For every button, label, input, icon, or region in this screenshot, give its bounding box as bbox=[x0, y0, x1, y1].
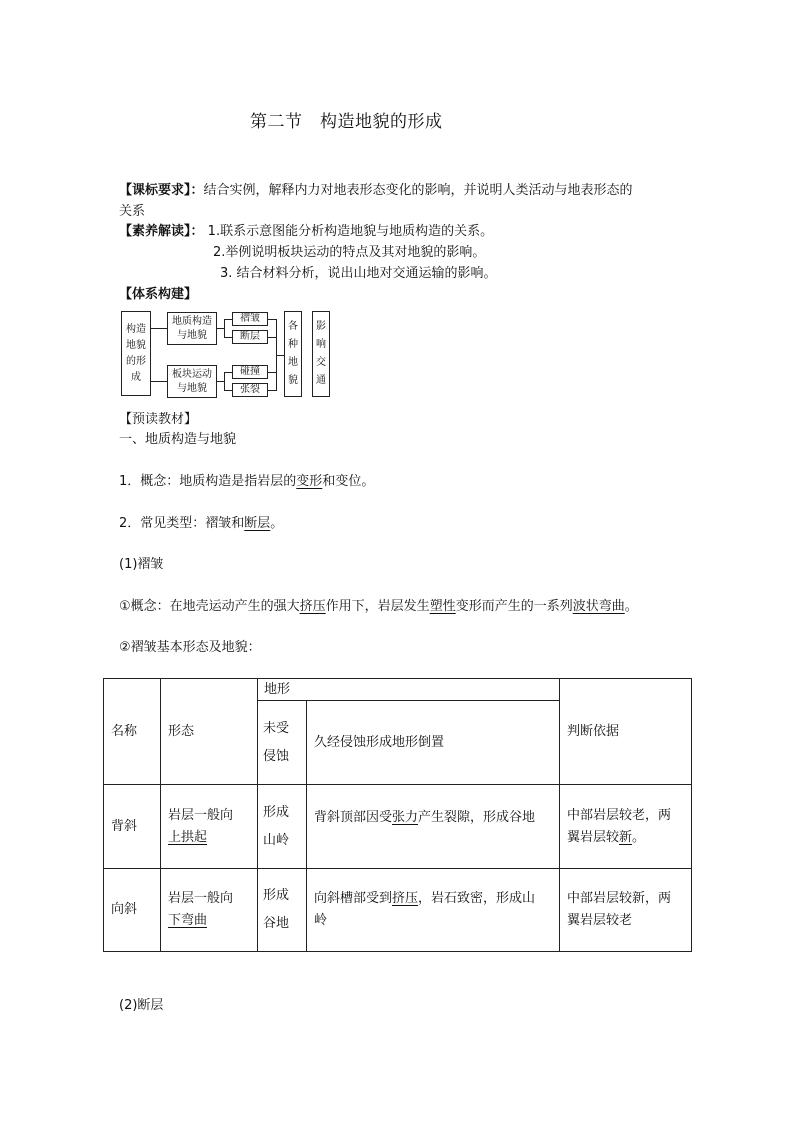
row2-basis-b: 翼岩层较老 bbox=[567, 913, 633, 928]
types-end: 。 bbox=[270, 516, 284, 531]
diagram-traffic-l4: 通 bbox=[316, 375, 326, 386]
fold-table bbox=[103, 678, 692, 952]
row2-basis bbox=[560, 869, 692, 952]
yudu-tag: 【预读教材】 bbox=[119, 412, 198, 427]
row2-form bbox=[161, 869, 258, 952]
row1-erod-u: 张力 bbox=[392, 809, 419, 825]
row2-unerod bbox=[258, 869, 307, 952]
diagram-plate-l2: 与地貌 bbox=[177, 382, 207, 394]
row1-erod-pre: 背斜顶部因受 bbox=[314, 809, 393, 825]
fault-heading: (2)断层 bbox=[119, 998, 164, 1013]
row2-basis-a: 中部岩层较新，两 bbox=[567, 891, 672, 906]
row2-unerod-l1: 形成 bbox=[263, 888, 290, 903]
fold-heading: (1)褶皱 bbox=[119, 557, 164, 572]
row2-erod bbox=[307, 869, 560, 952]
diagram-root-l1: 构造 bbox=[126, 323, 146, 335]
types-line bbox=[119, 514, 283, 534]
row1-basis-b-end: 。 bbox=[632, 829, 646, 845]
row1-form-a: 岩层一般向 bbox=[168, 807, 234, 823]
fold-concept-u2: 塑性 bbox=[429, 599, 456, 614]
section1-heading: 一、地质构造与地貌 bbox=[119, 432, 237, 447]
table-row bbox=[104, 785, 692, 869]
types-u1: 断层 bbox=[244, 516, 271, 531]
diagram-geology-l2: 与地貌 bbox=[177, 329, 207, 341]
row1-basis-b-u: 新 bbox=[619, 829, 633, 845]
diagram-root-box bbox=[121, 311, 151, 396]
row1-unerod-l2: 山岭 bbox=[263, 832, 290, 848]
row1-unerod bbox=[258, 785, 307, 869]
suyang-tag: 【素养解读】 bbox=[119, 224, 191, 239]
concept-mid: 和 bbox=[322, 474, 336, 489]
row2-erod-post2: 岭 bbox=[314, 913, 328, 928]
row1-erod-post: 产生裂隙，形成谷地 bbox=[418, 809, 536, 825]
suyang-item3: 3. 结合材料分析，说出山地对交通运输的影响。 bbox=[220, 266, 497, 281]
row1-name: 背斜 bbox=[104, 785, 161, 869]
th-uneroded bbox=[258, 701, 307, 785]
row1-basis bbox=[560, 785, 692, 869]
row2-erod-pre: 向斜槽部受到 bbox=[314, 891, 393, 906]
row2-erod-u: 挤压 bbox=[392, 891, 419, 906]
th-landform: 地形 bbox=[258, 679, 560, 701]
row1-basis-a: 中部岩层较老，两 bbox=[567, 807, 672, 823]
concept-u1: 变形 bbox=[296, 474, 323, 489]
diagram-traffic-l2: 响 bbox=[316, 339, 326, 350]
suyang-item1: 1.联系示意图能分析构造地貌与地质构造的关系。 bbox=[207, 224, 494, 239]
types-pre: 2．常见类型：褶皱和 bbox=[119, 516, 245, 531]
fold-concept-u1: 挤压 bbox=[299, 599, 326, 614]
row2-form-b: 下弯曲 bbox=[168, 913, 208, 928]
diagram-fold-box: 褶皱 bbox=[232, 312, 268, 326]
table-row bbox=[104, 869, 692, 952]
diagram-fault-box: 断层 bbox=[232, 330, 268, 344]
diagram-root-l4: 成 bbox=[131, 371, 141, 383]
row2-erod-post: ，岩石致密，形成山 bbox=[418, 891, 536, 906]
row1-erod bbox=[307, 785, 560, 869]
row1-form-b: 上拱起 bbox=[168, 829, 208, 845]
row1-form bbox=[161, 785, 258, 869]
diagram-collide-box: 碰撞 bbox=[232, 365, 268, 379]
fold-concept-mid2: 变形而产生的一系列 bbox=[455, 599, 573, 614]
diagram-landforms-l3: 地 bbox=[288, 357, 298, 368]
suyang-item2: 2.举例说明板块运动的特点及其对地貌的影响。 bbox=[213, 245, 486, 260]
row2-form-a: 岩层一般向 bbox=[168, 891, 234, 906]
diagram-traffic-box bbox=[312, 311, 330, 397]
fold-concept-line bbox=[119, 597, 638, 617]
concept-end: 。 bbox=[361, 474, 375, 489]
fold-concept-u3: 波状弯曲 bbox=[572, 599, 625, 614]
diagram-landforms-l2: 种 bbox=[288, 339, 298, 350]
fold-concept-mid1: 作用下，岩层发生 bbox=[325, 599, 430, 614]
th-name: 名称 bbox=[104, 679, 161, 785]
diagram-geology-box bbox=[167, 312, 217, 345]
kebiao-line1 bbox=[119, 181, 633, 201]
page-title: 第二节 构造地貌的形成 bbox=[250, 112, 443, 132]
kebiao-text2: 关系 bbox=[119, 204, 146, 219]
row2-unerod-l2: 谷地 bbox=[263, 916, 290, 931]
kebiao-sep: ： bbox=[190, 183, 204, 198]
diagram-geology-l1: 地质构造 bbox=[172, 315, 212, 327]
fold-concept-end: 。 bbox=[624, 599, 638, 614]
th-eroded: 久经侵蚀形成地形倒置 bbox=[307, 701, 560, 785]
tixi-tag: 【体系构建】 bbox=[119, 287, 198, 302]
row2-name: 向斜 bbox=[104, 869, 161, 952]
concept-line bbox=[119, 472, 374, 492]
diagram-landforms-l4: 貌 bbox=[288, 375, 298, 386]
diagram-landforms-box bbox=[284, 311, 302, 397]
th-basis: 判断依据 bbox=[560, 679, 692, 785]
fold-forms-heading: ②褶皱基本形态及地貌： bbox=[119, 640, 261, 655]
kebiao-tag: 【课标要求】 bbox=[119, 183, 191, 198]
diagram-traffic-l3: 交 bbox=[316, 357, 326, 368]
concept-u2: 变位 bbox=[335, 474, 362, 489]
kebiao-text1: 结合实例，解释内力对地表形态变化的影响，并说明人类活动与地表形态的 bbox=[203, 183, 633, 198]
suyang-sep: ： bbox=[190, 224, 204, 239]
fold-concept-pre: ①概念：在地壳运动产生的强大 bbox=[119, 599, 300, 614]
th-form: 形态 bbox=[161, 679, 258, 785]
diagram-plate-l1: 板块运动 bbox=[172, 368, 212, 380]
diagram-root-l2: 地貌 bbox=[126, 339, 146, 351]
row1-basis-b: 翼岩层较 bbox=[567, 829, 620, 845]
diagram-root-l3: 的形 bbox=[126, 355, 146, 367]
row1-unerod-l1: 形成 bbox=[263, 804, 290, 820]
th-uneroded-l1: 未受 bbox=[263, 720, 290, 736]
diagram-traffic-l1: 影 bbox=[316, 321, 326, 332]
concept-pre: 1．概念：地质构造是指岩层的 bbox=[119, 474, 297, 489]
suyang-line1 bbox=[119, 222, 493, 242]
th-uneroded-l2: 侵蚀 bbox=[263, 748, 290, 764]
diagram-landforms-l1: 各 bbox=[288, 321, 298, 332]
diagram-rift-box: 张裂 bbox=[232, 383, 268, 397]
diagram-plate-box bbox=[167, 365, 217, 398]
